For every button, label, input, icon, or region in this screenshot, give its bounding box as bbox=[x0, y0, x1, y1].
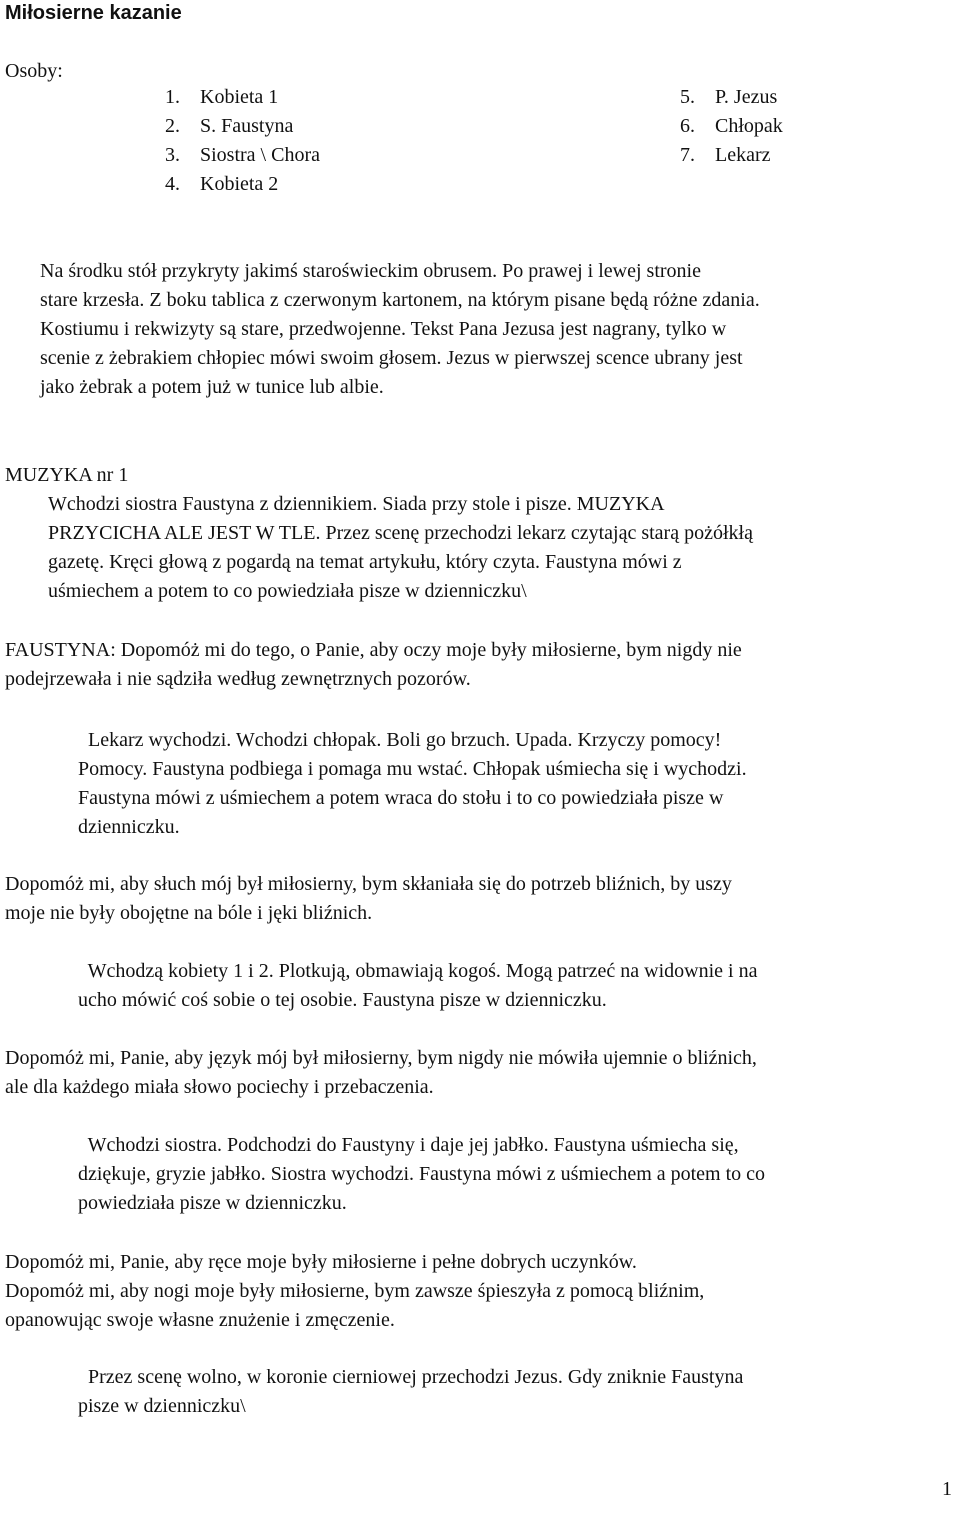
dialogue-faustyna: FAUSTYNA: Dopomóż mi do tego, o Panie, aby oczy moje były miłosierne, bym nigdy nie podejrzewała i nie sądziła według zewnętrznych pozorów. bbox=[5, 639, 742, 690]
prayer-hands-feet: Dopomóż mi, Panie, aby ręce moje były miłosierne i pełne dobrych uczynków. Dopomóż mi, aby nogi moje były miłosierne, bym zawsze śpieszyła z pomocą bliźnim, opanowując swoje własne znużenie i zmęczenie. bbox=[5, 1251, 705, 1331]
cast-item: 6. Chłopak bbox=[680, 115, 783, 137]
stage-directions-siostra: Wchodzi siostra. Podchodzi do Faustyny i daje jej jabłko. Faustyna uśmiecha się, dziękuje, gryzie jabłko. Siostra wychodzi. Faustyna mówi z uśmiechem a potem to co powiedziała pisze w dzienniczku. bbox=[78, 1134, 766, 1214]
cast-item: 7. Lekarz bbox=[680, 144, 771, 166]
prayer-hearing: Dopomóż mi, aby słuch mój był miłosierny, bym skłaniała się do potrzeb bliźnich, by uszy moje nie były obojętne na bóle i jęki bliźnich. bbox=[5, 873, 732, 924]
page-number: 1 bbox=[942, 1478, 952, 1500]
stage-directions-lekarz: Lekarz wychodzi. Wchodzi chłopak. Boli go brzuch. Upada. Krzyczy pomocy! Pomocy. Faustyna podbiega i pomaga mu wstać. Chłopak uśmiecha się i wychodzi. Faustyna mówi z uśmiechem a potem wraca do stołu i to co powiedziała pisze w dzienniczku. bbox=[78, 729, 747, 838]
cast-item: 3. Siostra \ Chora bbox=[165, 144, 320, 166]
cast-item: 5. P. Jezus bbox=[680, 86, 778, 108]
stage-directions-music: Wchodzi siostra Faustyna z dziennikiem. Siada przy stole i pisze. MUZYKA PRZYCICHA ALE JEST W TLE. Przez scenę przechodzi lekarz czytając starą pożółkłą gazetę. Kręci głową z pogardą na temat artykułu, który czyta. Faustyna mówi z uśmiechem a potem to co powiedziała pisze w dzienniczku\ bbox=[48, 493, 753, 602]
cast-item: 2. S. Faustyna bbox=[165, 115, 294, 137]
cast-label: Osoby: bbox=[5, 60, 63, 82]
music-cue-heading: MUZYKA nr 1 bbox=[5, 464, 129, 486]
cast-list-right bbox=[680, 83, 783, 170]
stage-directions-jezus: Przez scenę wolno, w koronie cierniowej przechodzi Jezus. Gdy zniknie Faustyna pisze w dzienniczku\ bbox=[78, 1366, 744, 1417]
prayer-tongue: Dopomóż mi, Panie, aby język mój był miłosierny, bym nigdy nie mówiła ujemnie o bliźnich, ale dla każdego miała słowo pociechy i przebaczenia. bbox=[5, 1047, 757, 1098]
stage-directions-kobiety: Wchodzą kobiety 1 i 2. Plotkują, obmawiają kogoś. Mogą patrzeć na widownie i na ucho mówić coś sobie o tej osobie. Faustyna pisze w dzienniczku. bbox=[78, 960, 758, 1011]
cast-list-left bbox=[165, 83, 320, 199]
document-title: Miłosierne kazanie bbox=[5, 2, 182, 24]
stage-directions-intro: Na środku stół przykryty jakimś staroświeckim obrusem. Po prawej i lewej stronie stare krzesła. Z boku tablica z czerwonym kartonem, na którym pisane będą różne zdania. Kostiumu i rekwizyty są stare, przedwojenne. Tekst Pana Jezusa jest nagrany, tylko w scenie z żebrakiem chłopiec mówi swoim głosem. Jezus w pierwszej scence ubrany jest jako żebrak a potem już w tunice lub albie. bbox=[40, 260, 760, 398]
cast-item: 4. Kobieta 2 bbox=[165, 173, 279, 195]
cast-item: 1. Kobieta 1 bbox=[165, 86, 279, 108]
